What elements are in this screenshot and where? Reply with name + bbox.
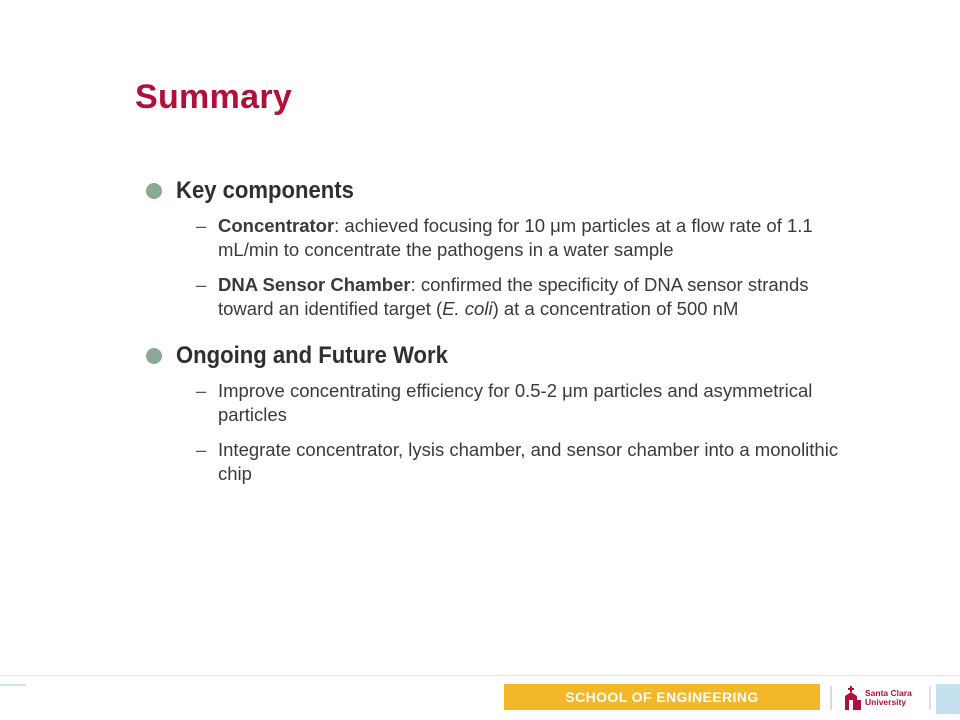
item-text-before: : confirmed the specificity of DNA sensor strands toward an identified target ( — [218, 274, 809, 319]
footer-right-strip — [936, 684, 960, 714]
bullet-dot-icon — [146, 183, 162, 199]
section-future-work — [146, 339, 866, 486]
dash-marker: – — [196, 274, 207, 295]
item-text: Integrate concentrator, lysis chamber, and sensor chamber into a monolithic chip — [218, 439, 839, 484]
list-item-integrate — [146, 438, 866, 486]
logo-line-1: Santa Clara — [865, 688, 912, 698]
section-heading: Ongoing and Future Work — [176, 342, 448, 369]
dash-marker: – — [196, 215, 207, 236]
list-item-concentrator — [146, 214, 866, 262]
bullet-dot-icon — [146, 348, 162, 364]
section-heading-row — [146, 339, 866, 373]
sub-list — [146, 379, 866, 486]
footer-separator — [830, 686, 832, 710]
section-heading: Key components — [176, 177, 354, 204]
item-italic-term: E. coli — [442, 298, 493, 319]
item-text: Improve concentrating efficiency for 0.5-2 μm particles and asymmetrical particles — [218, 380, 813, 425]
school-of-engineering-banner: SCHOOL OF ENGINEERING — [504, 684, 820, 710]
logo-line-2: University — [865, 697, 907, 707]
list-item-improve — [146, 379, 866, 427]
item-text-after: ) at a concentration of 500 nM — [492, 298, 739, 319]
item-text: : achieved focusing for 10 μm particles at a flow rate of 1.1 mL/min to concentrate the pathogens in a water sample — [218, 215, 813, 260]
mission-church-icon — [843, 686, 861, 710]
slide-title: Summary — [135, 78, 293, 116]
dash-marker: – — [196, 439, 207, 460]
item-term: DNA Sensor Chamber — [218, 274, 411, 295]
footer-divider-line — [0, 675, 960, 676]
slide-content — [146, 174, 866, 504]
item-term: Concentrator — [218, 215, 335, 236]
section-heading-row — [146, 174, 866, 208]
logo-wordmark — [865, 689, 912, 707]
list-item-dna-sensor — [146, 273, 866, 321]
section-key-components — [146, 174, 866, 321]
university-logo — [843, 684, 927, 712]
dash-marker: – — [196, 380, 207, 401]
footer-separator-right — [929, 686, 931, 710]
footer-accent-tick — [0, 684, 26, 686]
sub-list — [146, 214, 866, 321]
